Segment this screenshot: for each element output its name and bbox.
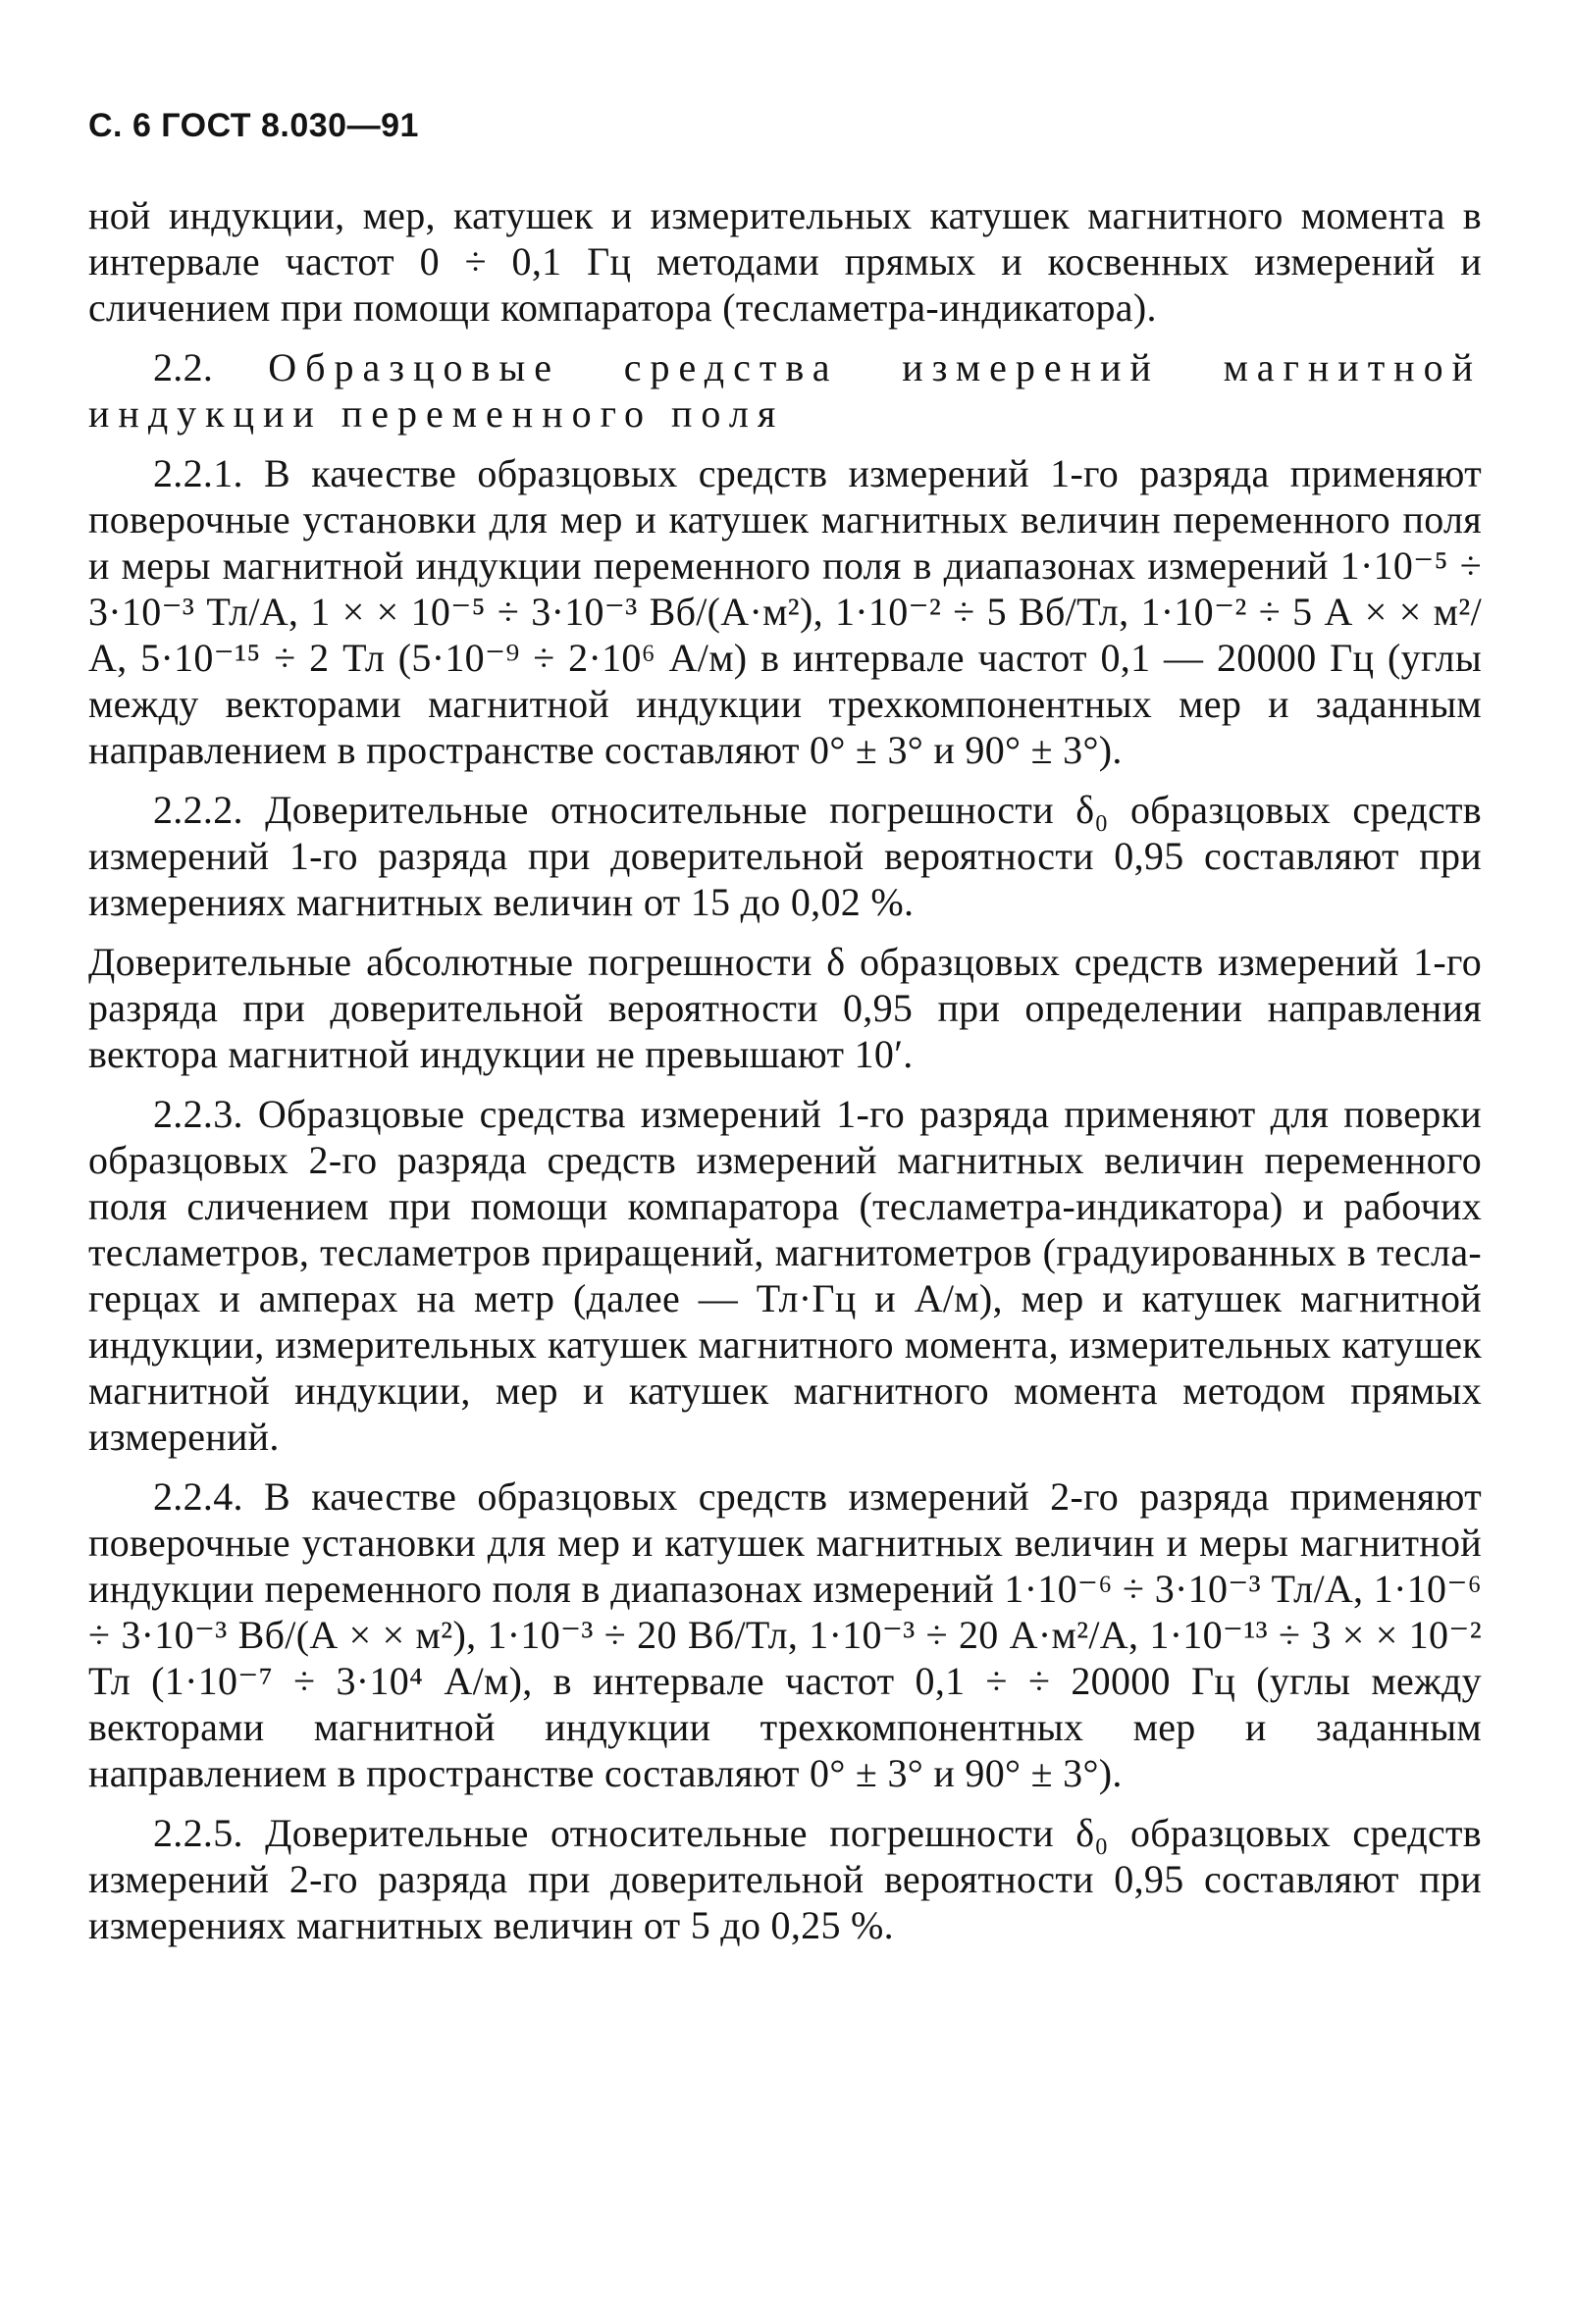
paragraph-continuation: ной индукции, мер, катушек и измерительных катушек магнитного момента в интервале частот 0 ÷ 0,1 Гц методами прямых и косвенных измерений и сличением при помощи компаратора (тесламетра-индикатора). [88,193,1482,330]
section-title: Образцовые средства измерений магнитной индукции переменного поля [88,345,1482,436]
paragraph-2-2-2: 2.2.2. Доверительные относительные погрешности δ₀ образцовых средств измерений 1-го разряда при доверительной вероятности 0,95 составляют при измерениях магнитных величин от 15 до 0,02 %. [88,788,1482,924]
paragraph-2-2-5: 2.2.5. Доверительные относительные погрешности δ₀ образцовых средств измерений 2-го разряда при доверительной вероятности 0,95 составляют при измерениях магнитных величин от 5 до 0,25 %. [88,1811,1482,1947]
paragraph-2-2-4: 2.2.4. В качестве образцовых средств измерений 2-го разряда применяют поверочные установки для мер и катушек магнитных величин и меры магнитной индукции переменного поля в диапазонах измерений 1·10⁻⁶ ÷ 3·10⁻³ Тл/А, 1·10⁻⁶ ÷ 3·10⁻³ Вб/(А × × м²), 1·10⁻³ ÷ 20 Вб/Тл, 1·10⁻³ ÷ 20 А·м²/А, 1·10⁻¹³ ÷ 3 × × 10⁻² Тл (1·10⁻⁷ ÷ 3·10⁴ А/м), в интервале частот 0,1 ÷ ÷ 20000 Гц (углы между векторами магнитной индукции трехкомпонентных мер и заданным направлением в пространстве составляют 0° ± 3° и 90° ± 3°). [88,1474,1482,1795]
paragraph-2-2-3: 2.2.3. Образцовые средства измерений 1-го разряда применяют для поверки образцовых 2-го разряда средств измерений магнитных величин переменного поля сличением при помощи компаратора (тесламетра-индикатора) и рабочих тесламетров, тесламетров приращений, магнитометров (градуированных в тесла-герцах и амперах на метр (далее — Тл·Гц и А/м), мер и катушек магнитной индукции, измерительных катушек магнитного момента, измерительных катушек магнитной индукции, мер и катушек магнитного момента методом прямых измерений. [88,1092,1482,1459]
section-number: 2.2. [153,345,214,389]
paragraph-2-2-1: 2.2.1. В качестве образцовых средств измерений 1-го разряда применяют поверочные установки для мер и катушек магнитных величин переменного поля и меры магнитной индукции переменного поля в диапазонах измерений 1·10⁻⁵ ÷ 3·10⁻³ Тл/А, 1 × × 10⁻⁵ ÷ 3·10⁻³ Вб/(А·м²), 1·10⁻² ÷ 5 Вб/Тл, 1·10⁻² ÷ 5 А × × м²/А, 5·10⁻¹⁵ ÷ 2 Тл (5·10⁻⁹ ÷ 2·10⁶ А/м) в интервале частот 0,1 — 20000 Гц (углы между векторами магнитной индукции трехкомпонентных мер и заданным направлением в пространстве составляют 0° ± 3° и 90° ± 3°). [88,451,1482,772]
section-heading [88,344,1482,437]
document-page [88,106,1482,1962]
page-header: С. 6 ГОСТ 8.030—91 [88,107,419,144]
paragraph-absolute-errors: Доверительные абсолютные погрешности δ образцовых средств измерений 1-го разряда при доверительной вероятности 0,95 при определении направления вектора магнитной индукции не превышают 10′. [88,940,1482,1076]
